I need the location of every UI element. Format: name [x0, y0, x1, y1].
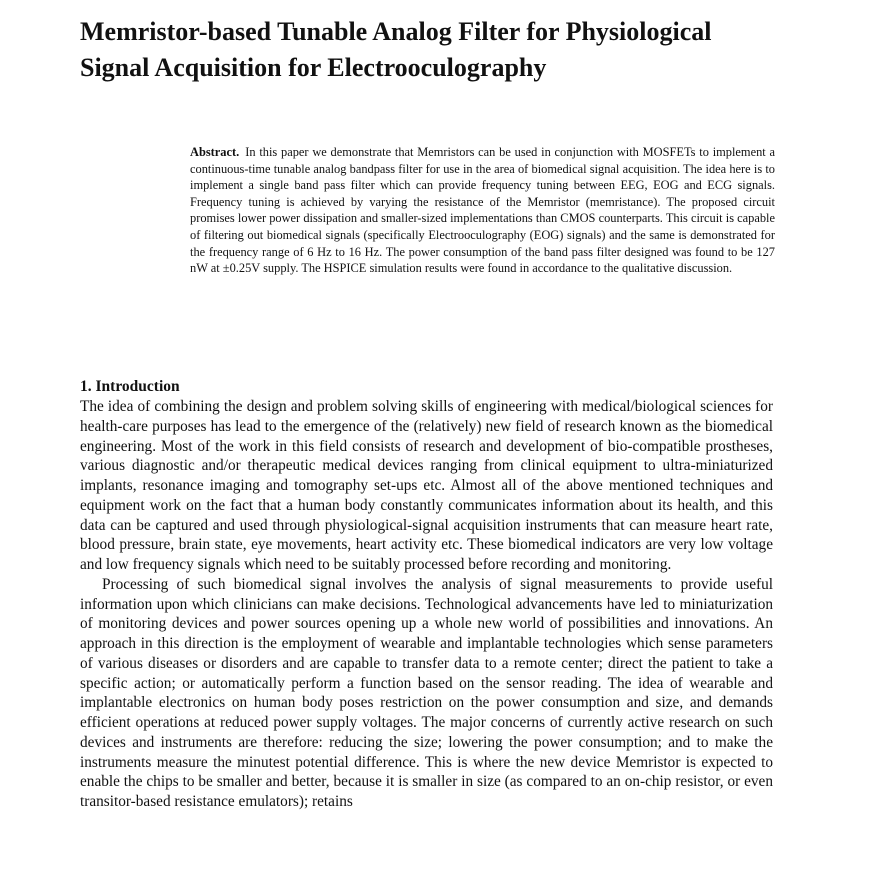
abstract-label: Abstract.: [190, 145, 240, 159]
introduction-paragraph-2: Processing of such biomedical signal involves the analysis of signal measurements to provide useful information upon which clinicians can make decisions. Technological advancements have led to miniaturization of monitoring devices and power sources opening up a whole new world of possibilities and innovations. An approach in this direction is the employment of wearable and implantable technologies which sense parameters of various diseases or disorders and are capable to transfer data to a remote center; direct the patient to take a specific action; or automatically perform a function based on the sensor reading. The idea of wearable and implantable electronics on human body poses restriction on the power consumption and size, and demands efficient operations at reduced power supply voltages. The major concerns of currently active research on such devices and instruments are therefore: reducing the size; lowering the power consumption; and to make the instruments measure the minutest potential difference. This is where the new device Memristor is expected to enable the chips to be smaller and better, because it is smaller in size (as compared to an on-chip resistor, or even transitor-based resistance emulators); retains: [80, 575, 773, 810]
abstract-text: In this paper we demonstrate that Memristors can be used in conjunction with MOSFETs to implement a continuous-time tunable analog bandpass filter for use in the area of biomedical signal acquisition. The idea here is to implement a single band pass filter which can provide frequency tuning between EEG, EOG and ECG signals. Frequency tuning is achieved by varying the resistance of the Memristor (memristance). The proposed circuit promises lower power dissipation and smaller-sized implementations than CMOS counterparts. This circuit is capable of filtering out biomedical signals (specifically Electrooculography (EOG) signals) and the same is demonstrated for the frequency range of 6 Hz to 16 Hz. The power consumption of the band pass filter designed was found to be 127 nW at ±0.25V supply. The HSPICE simulation results were found in accordance to the qualitative discussion.: [190, 145, 775, 276]
abstract-block: [190, 144, 775, 277]
introduction-paragraph-1: The idea of combining the design and problem solving skills of engineering with medical/biological sciences for health-care purposes has lead to the emergence of the (relatively) new field of research known as the biomedical engineering. Most of the work in this field consists of research and development of bio-compatible prostheses, various diagnostic and/or therapeutic medical devices ranging from clinical equipment to ultra-miniaturized implants, resonance imaging and tomography set-ups etc. Almost all of the above mentioned techniques and equipment work on the fact that a human body constantly communicates information about its health, and this data can be captured and used through physiological-signal acquisition instruments that can measure heart rate, blood pressure, brain state, eye movements, heart activity etc. These biomedical indicators are very low voltage and low frequency signals which need to be suitably processed before recording and monitoring.: [80, 398, 773, 573]
section-heading-introduction: 1. Introduction: [80, 378, 180, 395]
paper-title: Memristor-based Tunable Analog Filter for Physiological Signal Acquisition for Electrooculography: [80, 17, 712, 82]
introduction-body: [80, 397, 773, 812]
